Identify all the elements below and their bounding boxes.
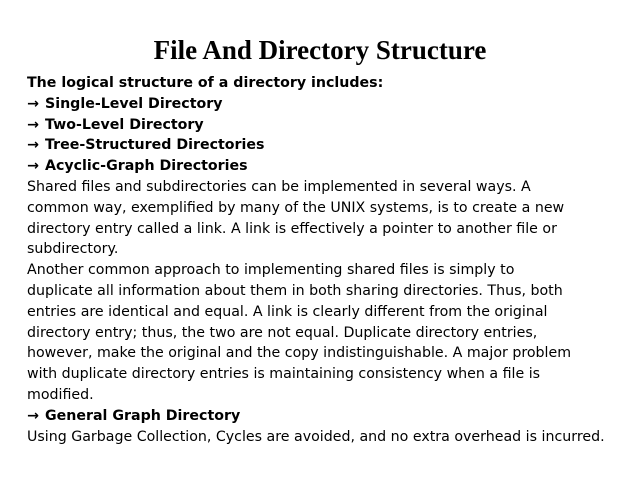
closing-line: Using Garbage Collection, Cycles are avoided, and no extra overhead is incurred. bbox=[27, 428, 605, 445]
directory-type-item bbox=[27, 135, 627, 156]
directory-type-item bbox=[27, 115, 627, 136]
intro-line: The logical structure of a directory includes: bbox=[27, 75, 384, 91]
directory-type-label: Two-Level Directory bbox=[45, 116, 204, 133]
slide-body bbox=[27, 73, 627, 447]
directory-type-label: Acyclic-Graph Directories bbox=[45, 158, 248, 175]
slide-title: File And Directory Structure bbox=[153, 35, 487, 65]
right-arrow-icon: → bbox=[27, 137, 39, 154]
directory-type-label: Single-Level Directory bbox=[45, 95, 223, 112]
directory-type-label: General Graph Directory bbox=[45, 407, 241, 424]
paragraph-line: entries are identical and equal. A link is clearly different from the original bbox=[27, 303, 548, 320]
paragraph-shared-files bbox=[27, 177, 627, 260]
paragraph-line: with duplicate directory entries is maintaining consistency when a file is bbox=[27, 366, 541, 383]
directory-type-item bbox=[27, 406, 627, 427]
right-arrow-icon: → bbox=[27, 95, 39, 112]
paragraph-line: Shared files and subdirectories can be implemented in several ways. A bbox=[27, 178, 531, 195]
directory-type-label: Tree-Structured Directories bbox=[45, 137, 265, 154]
paragraph-duplicate-entries bbox=[27, 260, 627, 406]
right-arrow-icon: → bbox=[27, 116, 39, 133]
paragraph-line: modified. bbox=[27, 386, 94, 403]
paragraph-line: however, make the original and the copy indistinguishable. A major problem bbox=[27, 345, 572, 362]
directory-type-item bbox=[27, 94, 627, 115]
paragraph-line: subdirectory. bbox=[27, 241, 119, 258]
paragraph-line: common way, exemplified by many of the UNIX systems, is to create a new bbox=[27, 199, 565, 216]
directory-type-item bbox=[27, 156, 627, 177]
paragraph-line: duplicate all information about them in both sharing directories. Thus, both bbox=[27, 282, 563, 299]
paragraph-line: Another common approach to implementing shared files is simply to bbox=[27, 262, 515, 279]
right-arrow-icon: → bbox=[27, 407, 39, 424]
paragraph-line: directory entry called a link. A link is effectively a pointer to another file or bbox=[27, 220, 557, 237]
right-arrow-icon: → bbox=[27, 158, 39, 175]
paragraph-line: directory entry; thus, the two are not equal. Duplicate directory entries, bbox=[27, 324, 538, 341]
